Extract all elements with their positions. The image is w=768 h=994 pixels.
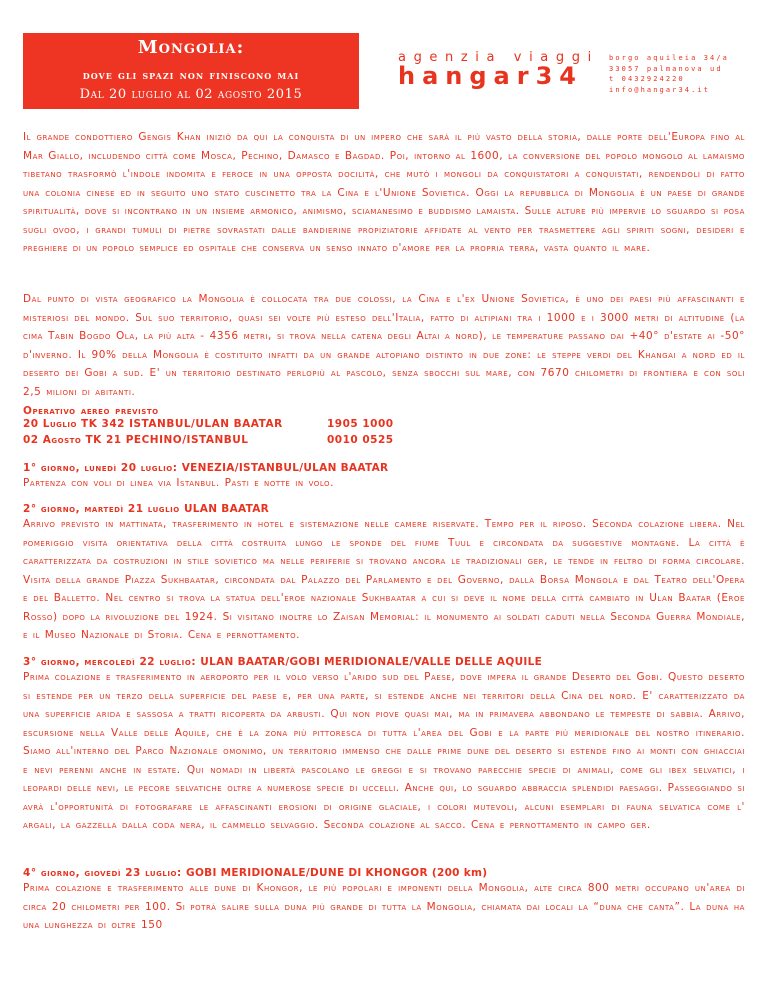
trip-title: Mongolia: [137,37,245,58]
flight-route: 20 Luglio TK 342 ISTANBUL/ULAN BAATAR [23,418,283,430]
trip-subtitle: dove gli spazi non finiscono mai [82,68,300,82]
flights-heading: Operativo aereo previsto [23,405,159,417]
day-place: ULAN BAATAR/GOBI MERIDIONALE/VALLE DELLE AQUILE [200,656,543,668]
day-3-text: Prima colazione e trasferimento in aeroporto per il volo verso l'arido sud del Paese, dove impera il grande Deserto del Gobi. Questo deserto si estende per un terzo della superficie del paese e, per una parte, si estende anche nei territori della Cina del nord. E' caratterizzato da una superficie arida e sassosa a tratti ricoperta da arbusti. Qui non piove quasi mai, ma in primavera abbondano le tempeste di sabbia. Arrivo, escursione nella Valle delle Aquile, che è la zona più pittoresca di tutta l'area del Gobi e la parte più meridionale del nostro itinerario. Siamo all'interno del Parco Nazionale omonimo, un territorio immenso che dalle prime dune del deserto si estende fino ai monti con ghiacciai e nevi perenni anche in estate. Qui nomadi in libertà pascolano le greggi e si trovano parecchie specie di animali, come gli ibex selvatici, i leopardi delle nevi, le pecore selvatiche oltre a numerose specie di uccelli. Anche qui, lo sguardo abbraccia splendidi paesaggi. Passeggiando si avrà l'opportunità di fotografare le affascinanti erosioni di origine glaciale, i colori mutevoli, alcuni esemplari di fauna selvatica come l' argali, la gazzella dalla coda nera, il cammello selvaggio. Seconda colazione al sacco. Cena e pernottamento in campo ger. [23,671,745,831]
address-email: info@hangar34.it [609,85,711,94]
title-banner [23,33,359,109]
agency-address [609,53,729,95]
day-label: 4° giorno, giovedì 23 luglio: [23,867,187,879]
day-place: VENEZIA/ISTANBUL/ULAN BAATAR [181,462,389,474]
day-label: 3° giorno, mercoledì 22 luglio: [23,656,201,668]
agency-label: agenzia viaggi [398,50,599,65]
intro-paragraph-2: Dal punto di vista geografico la Mongolia è collocata tra due colossi, la Cina e l'ex Unione Sovietica, è uno dei paesi più affascinanti e misteriosi del mondo. Sul suo territorio, quasi sei volte più esteso dell'Italia, fatto di altipiani tra i 1000 e i 3000 metri di altitudine (la cima Tabin Bogdo Ola, la più alta - 4356 metri, si trova nella catena degli Altai a nord), le temperature passano dai +40° d'estate ai -50° d'inverno. Il 90% della Mongolia è costituito infatti da un grande altopiano distinto in due zone: le steppe verdi del Khangai a nord ed il deserto dei Gobi a sud. E' un territorio destinato perlopiù al pascolo, senza sbocchi sul mare, con 7670 chilometri di frontiera e con soli 2,5 milioni di abitanti. [23,293,745,398]
day-1-text: Partenza con voli di linea via Istanbul. Pasti e notte in volo. [23,477,334,489]
intro-paragraph-1: Il grande condottiero Gengis Khan iniziò da qui la conquista di un impero che sarà il più vasto della storia, dalle porte dell'Europa fino al Mar Giallo, includendo città come Mosca, Pechino, Damasco e Bagdad. Poi, intorno al 1600, la conversione del popolo mongolo al lamaismo tibetano trasformò l'indole indomita e feroce in una opposta docilità, che mutò i mongoli da conquistatori a conquistati, rendendoli di fatto una colonia cinese ed in seguito uno stato cuscinetto tra la Cina e l'Unione Sovietica. Oggi la repubblica di Mongolia è un paese di grande spiritualità, dove si incontrano in un insieme armonico, animismo, sciamanesimo e buddismo lamaista. Sulle alture più impervie lo sguardo si posa sugli ovoo, i grandi tumuli di pietre sovrastati dalle bandierine propiziatorie affidate al vento per trasmettere agli spiriti sogni, desideri e preghiere di un popolo semplice ed ospitale che conserva un senso innato d'amore per la propria terra, vasta quanto il mare. [23,131,745,254]
address-phone: t 0432924220 [609,75,685,83]
day-3-heading [23,656,542,668]
day-4-text: Prima colazione e trasferimento alle dune di Khongor, le più popolari e imponenti della Mongolia, alte circa 800 metri occupano un'area di circa 20 chilometri per 100. Si potrà salire sulla duna più grande di tutta la Mongolia, chiamata dai locali la “duna che canta”. La duna ha una lunghezza di oltre 150 [23,882,745,931]
flight-route: 02 Agosto TK 21 PECHINO/ISTANBUL [23,434,249,446]
day-2-heading [23,503,269,515]
day-2-text: Arrivo previsto in mattinata, trasferimento in hotel e sistemazione nelle camere riservate. Tempo per il riposo. Seconda colazione libera. Nel pomeriggio visita orientativa della città costruita lungo le sponde del fiume Tuul e circondata da suggestive montagne. La città è caratterizzata da costruzioni in stile sovietico ma nelle periferie si trovano ancora le tradizionali ger, le tende in feltro di forma circolare. Visita della grande Piazza Sukhbaatar, circondata dal Palazzo del Parlamento e del Governo, dalla Borsa Mongola e dal Teatro dell'Opera e del Balletto. Nel centro si trova la statua dell'eroe nazionale Sukhbaatar a cui si deve il nome della città cambiato in Ulan Baatar (Eroe Rosso) dopo la rivoluzione del 1924. Si visitano inoltre lo Zaisan Memorial: il monumento ai soldati caduti nella Seconda Guerra Mondiale, e il Museo Nazionale di Storia. Cena e pernottamento. [23,518,745,641]
day-label: 2° giorno, martedì 21 luglio [23,503,184,515]
day-1-heading [23,462,388,474]
flight-times: 0010 0525 [327,434,394,446]
day-label: 1° giorno, lunedì 20 luglio: [23,462,182,474]
trip-dates: Dal 20 luglio al 02 agosto 2015 [79,87,303,102]
address-city: 33057 palmanova ud [609,64,723,73]
address-street: borgo aquileia 34/a [609,54,729,62]
day-place: ULAN BAATAR [183,503,270,515]
day-4-heading [23,867,487,879]
flight-times: 1905 1000 [327,418,394,430]
agency-name: hangar34 [398,62,583,90]
day-place: GOBI MERIDIONALE/DUNE DI KHONGOR (200 km) [186,867,488,879]
